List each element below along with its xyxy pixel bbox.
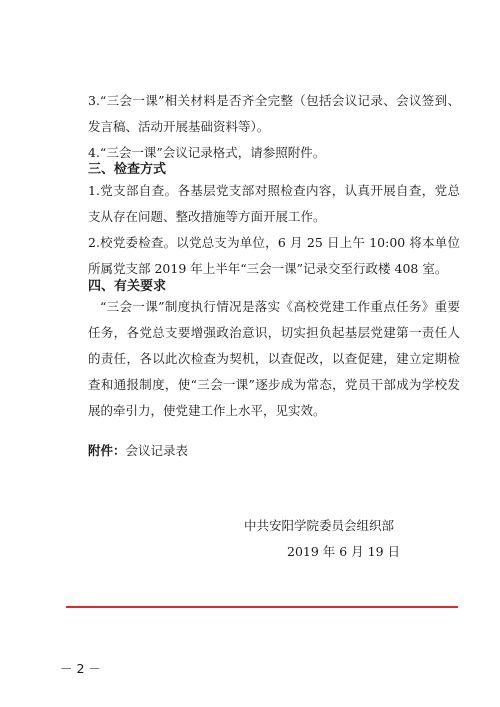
section-heading-check-method: 三、检查方式 xyxy=(88,162,167,177)
red-divider-line xyxy=(66,606,458,608)
attachment-name: 会议记录表 xyxy=(125,443,189,458)
paragraph-item-4: 4.“三会一课”会议记录格式，请参照附件。 xyxy=(88,145,326,160)
paragraph-check-2: 2.校党委检查。以党总支为单位，6 月 25 日上午 10:00 将本单位所属党支部 2019 年上半年“三会一课”记录交至行政楼 408 室。 xyxy=(88,235,460,276)
paragraph-check-1: 1.党支部自查。各基层党支部对照检查内容，认真开展自查，党总支从存在问题、整改措施等方面开展工作。 xyxy=(88,183,460,224)
signature-organization: 中共安阳学院委员会组织部 xyxy=(244,518,395,533)
signature-date: 2019 年 6 月 19 日 xyxy=(287,544,401,559)
page-number: － 2 － xyxy=(60,661,101,676)
attachment-line xyxy=(88,438,460,464)
section-heading-requirements: 四、有关要求 xyxy=(88,279,167,294)
attachment-label: 附件： xyxy=(88,443,126,458)
paragraph-requirements: “三会一课”制度执行情况是落实《高校党建工作重点任务》重要任务，各党总支要增强政治意识，切实担负起基层党建第一责任人的责任，各以此次检查为契机，以查促改，以查促建，建立定期检查和通报制度，使“三会一课”逐步成为常态，党员干部成为学校发展的牵引力，使党建工作上水平，见实效。 xyxy=(88,299,460,418)
paragraph-item-3: 3.“三会一课”相关材料是否齐全完整（包括会议记录、会议签到、发言稿、活动开展基础资料等）。 xyxy=(88,93,460,134)
